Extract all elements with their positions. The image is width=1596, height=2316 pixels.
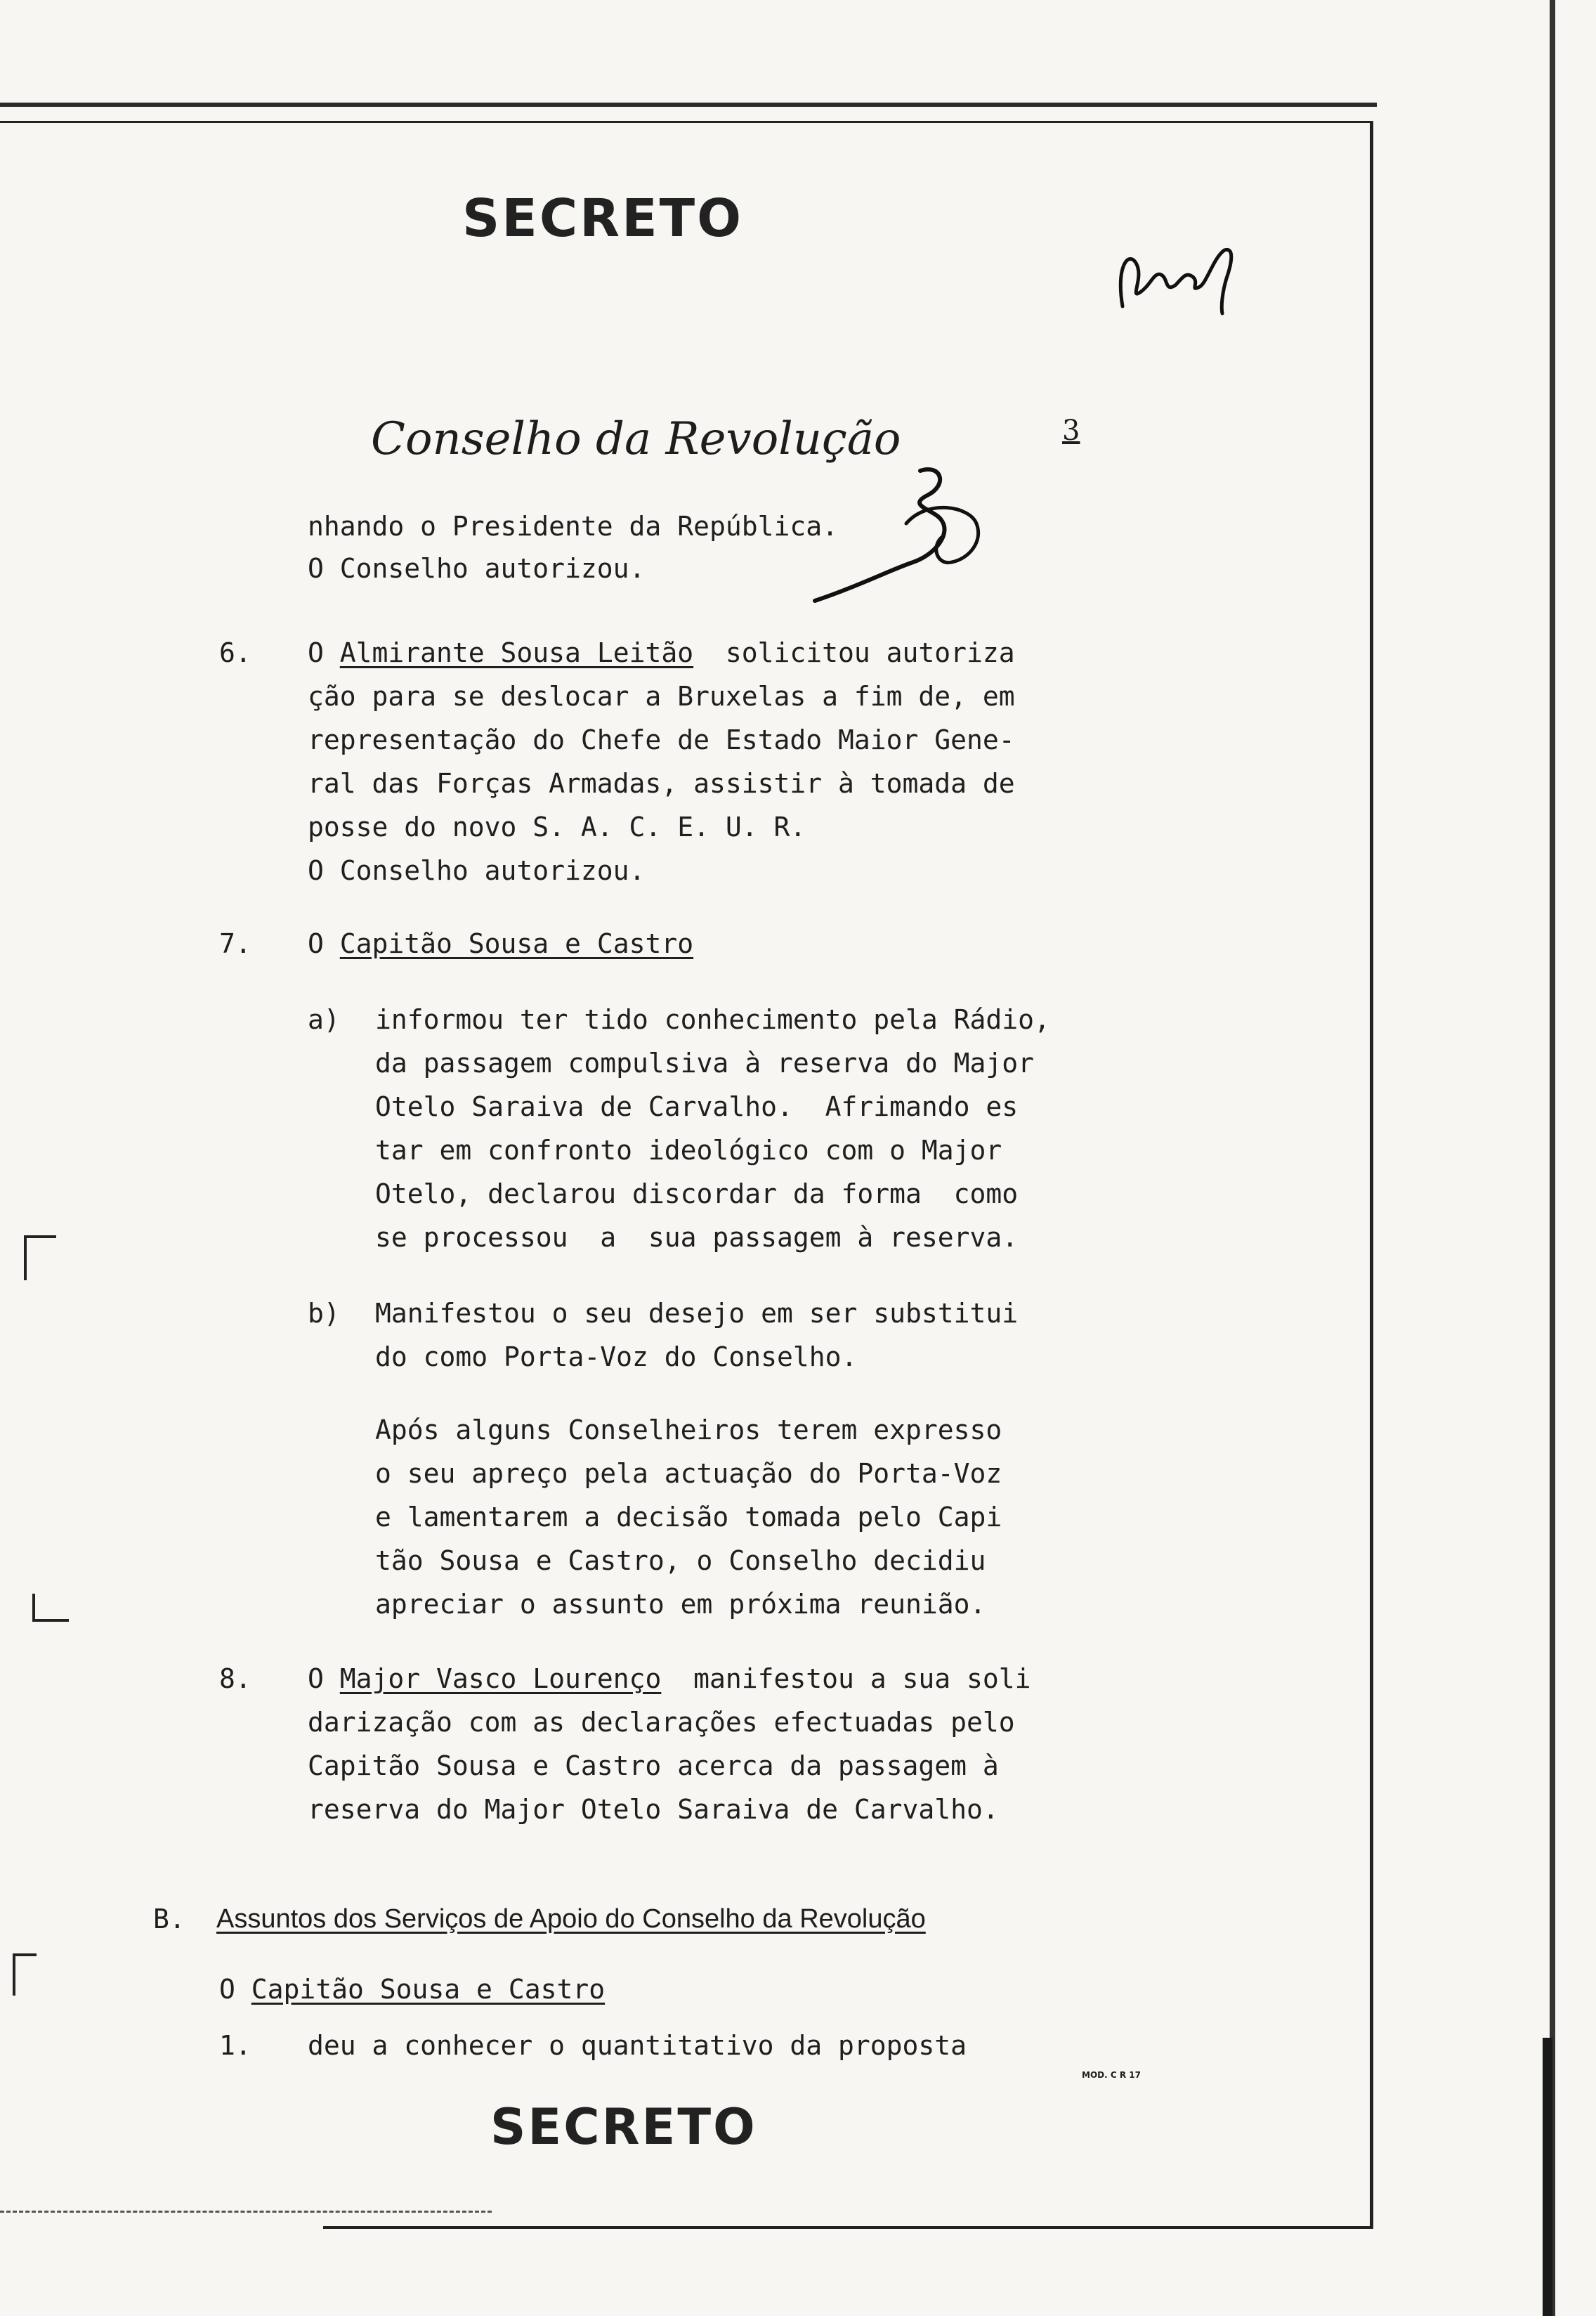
text-line: se processou a sua passagem à reserva. — [375, 1222, 1019, 1253]
text-line: reserva do Major Otelo Saraiva de Carvalho. — [308, 1794, 999, 1825]
text-line: representação do Chefe de Estado Maior Gene- — [308, 724, 1015, 755]
text-fragment: O — [308, 928, 340, 959]
text-line: da passagem compulsiva à reserva do Major — [375, 1048, 1034, 1079]
text-fragment: O — [219, 1974, 251, 2005]
scan-edge-right-bottom — [1543, 2038, 1552, 2316]
text-fragment: manifestou a sua soli — [661, 1663, 1031, 1694]
corner-mark — [32, 1594, 69, 1622]
person-name: Capitão Sousa e Castro — [339, 928, 694, 959]
text-fragment: O — [308, 1663, 340, 1694]
text-line: O Conselho autorizou. — [308, 553, 646, 584]
section-title: Assuntos dos Serviços de Apoio do Conselho da Revolução — [216, 1904, 926, 1934]
text-line: ção para se deslocar a Bruxelas a fim de, em — [308, 681, 1015, 712]
item-number: 7. — [219, 928, 251, 959]
corner-mark — [13, 1953, 37, 1996]
text-line: Após alguns Conselheiros terem expresso — [375, 1414, 1002, 1445]
letterhead: Conselho da Revolução — [371, 413, 901, 465]
model-code: MOD. C R 17 — [1082, 2070, 1141, 2080]
text-line: Capitão Sousa e Castro acerca da passagem à — [308, 1750, 999, 1781]
text-line: ral das Forças Armadas, assistir à tomada de — [308, 768, 1015, 799]
text-line: darização com as declarações efectuadas pelo — [308, 1707, 1015, 1738]
scan-edge-right — [1550, 0, 1555, 2316]
text-fragment: solicitou autoriza — [693, 637, 1015, 668]
scan-edge-top — [0, 103, 1377, 107]
text-line: Otelo Saraiva de Carvalho. Afrimando es — [375, 1091, 1019, 1122]
text-line: apreciar o assunto em próxima reunião. — [375, 1589, 986, 1620]
text-line: do como Porta-Voz do Conselho. — [375, 1341, 858, 1372]
text-line: o seu apreço pela actuação do Porta-Voz — [375, 1458, 1002, 1489]
person-name: Almirante Sousa Leitão — [339, 637, 694, 668]
section-label: B. — [153, 1904, 185, 1934]
text-line: tão Sousa e Castro, o Conselho decidiu — [375, 1545, 986, 1576]
page-number: 3 — [1062, 415, 1080, 447]
item-7-heading — [308, 922, 693, 965]
signature-top — [1101, 222, 1242, 320]
text-line: posse do novo S. A. C. E. U. R. — [308, 812, 806, 843]
item-8-first-line — [308, 1657, 1031, 1700]
frame-right-line — [1370, 121, 1373, 2227]
text-line: Manifestou o seu desejo em ser substitui — [375, 1298, 1019, 1329]
frame-bottom-line — [323, 2226, 1373, 2229]
frame-top-line — [0, 121, 1370, 123]
classification-stamp-top: SECRETO — [462, 188, 744, 249]
section-subject — [219, 1967, 605, 2011]
classification-stamp-bottom: SECRETO — [490, 2098, 757, 2156]
text-line: deu a conhecer o quantitativo da proposta — [308, 2030, 967, 2061]
subitem-label: a) — [308, 1004, 340, 1035]
item-number: 1. — [219, 2030, 251, 2061]
text-line: tar em confronto ideológico com o Major — [375, 1135, 1002, 1166]
text-line: Otelo, declarou discordar da forma como — [375, 1178, 1019, 1209]
person-name: Capitão Sousa e Castro — [251, 1974, 606, 2005]
item-number: 8. — [219, 1663, 251, 1694]
text-line: nhando o Presidente da República. — [308, 511, 838, 542]
corner-mark — [24, 1235, 56, 1280]
subitem-label: b) — [308, 1298, 340, 1329]
item-6-first-line: O Almirante Sousa Leitão solicitou autoriza — [308, 637, 1015, 668]
text-line: e lamentarem a decisão tomada pelo Capi — [375, 1502, 1002, 1533]
text-line: informou ter tido conhecimento pela Rádio, — [375, 1004, 1050, 1035]
person-name: Major Vasco Lourenço — [339, 1663, 662, 1694]
text-line: O Conselho autorizou. — [308, 855, 646, 886]
scan-edge-bottom — [0, 2211, 492, 2213]
item-number: 6. — [219, 637, 251, 668]
